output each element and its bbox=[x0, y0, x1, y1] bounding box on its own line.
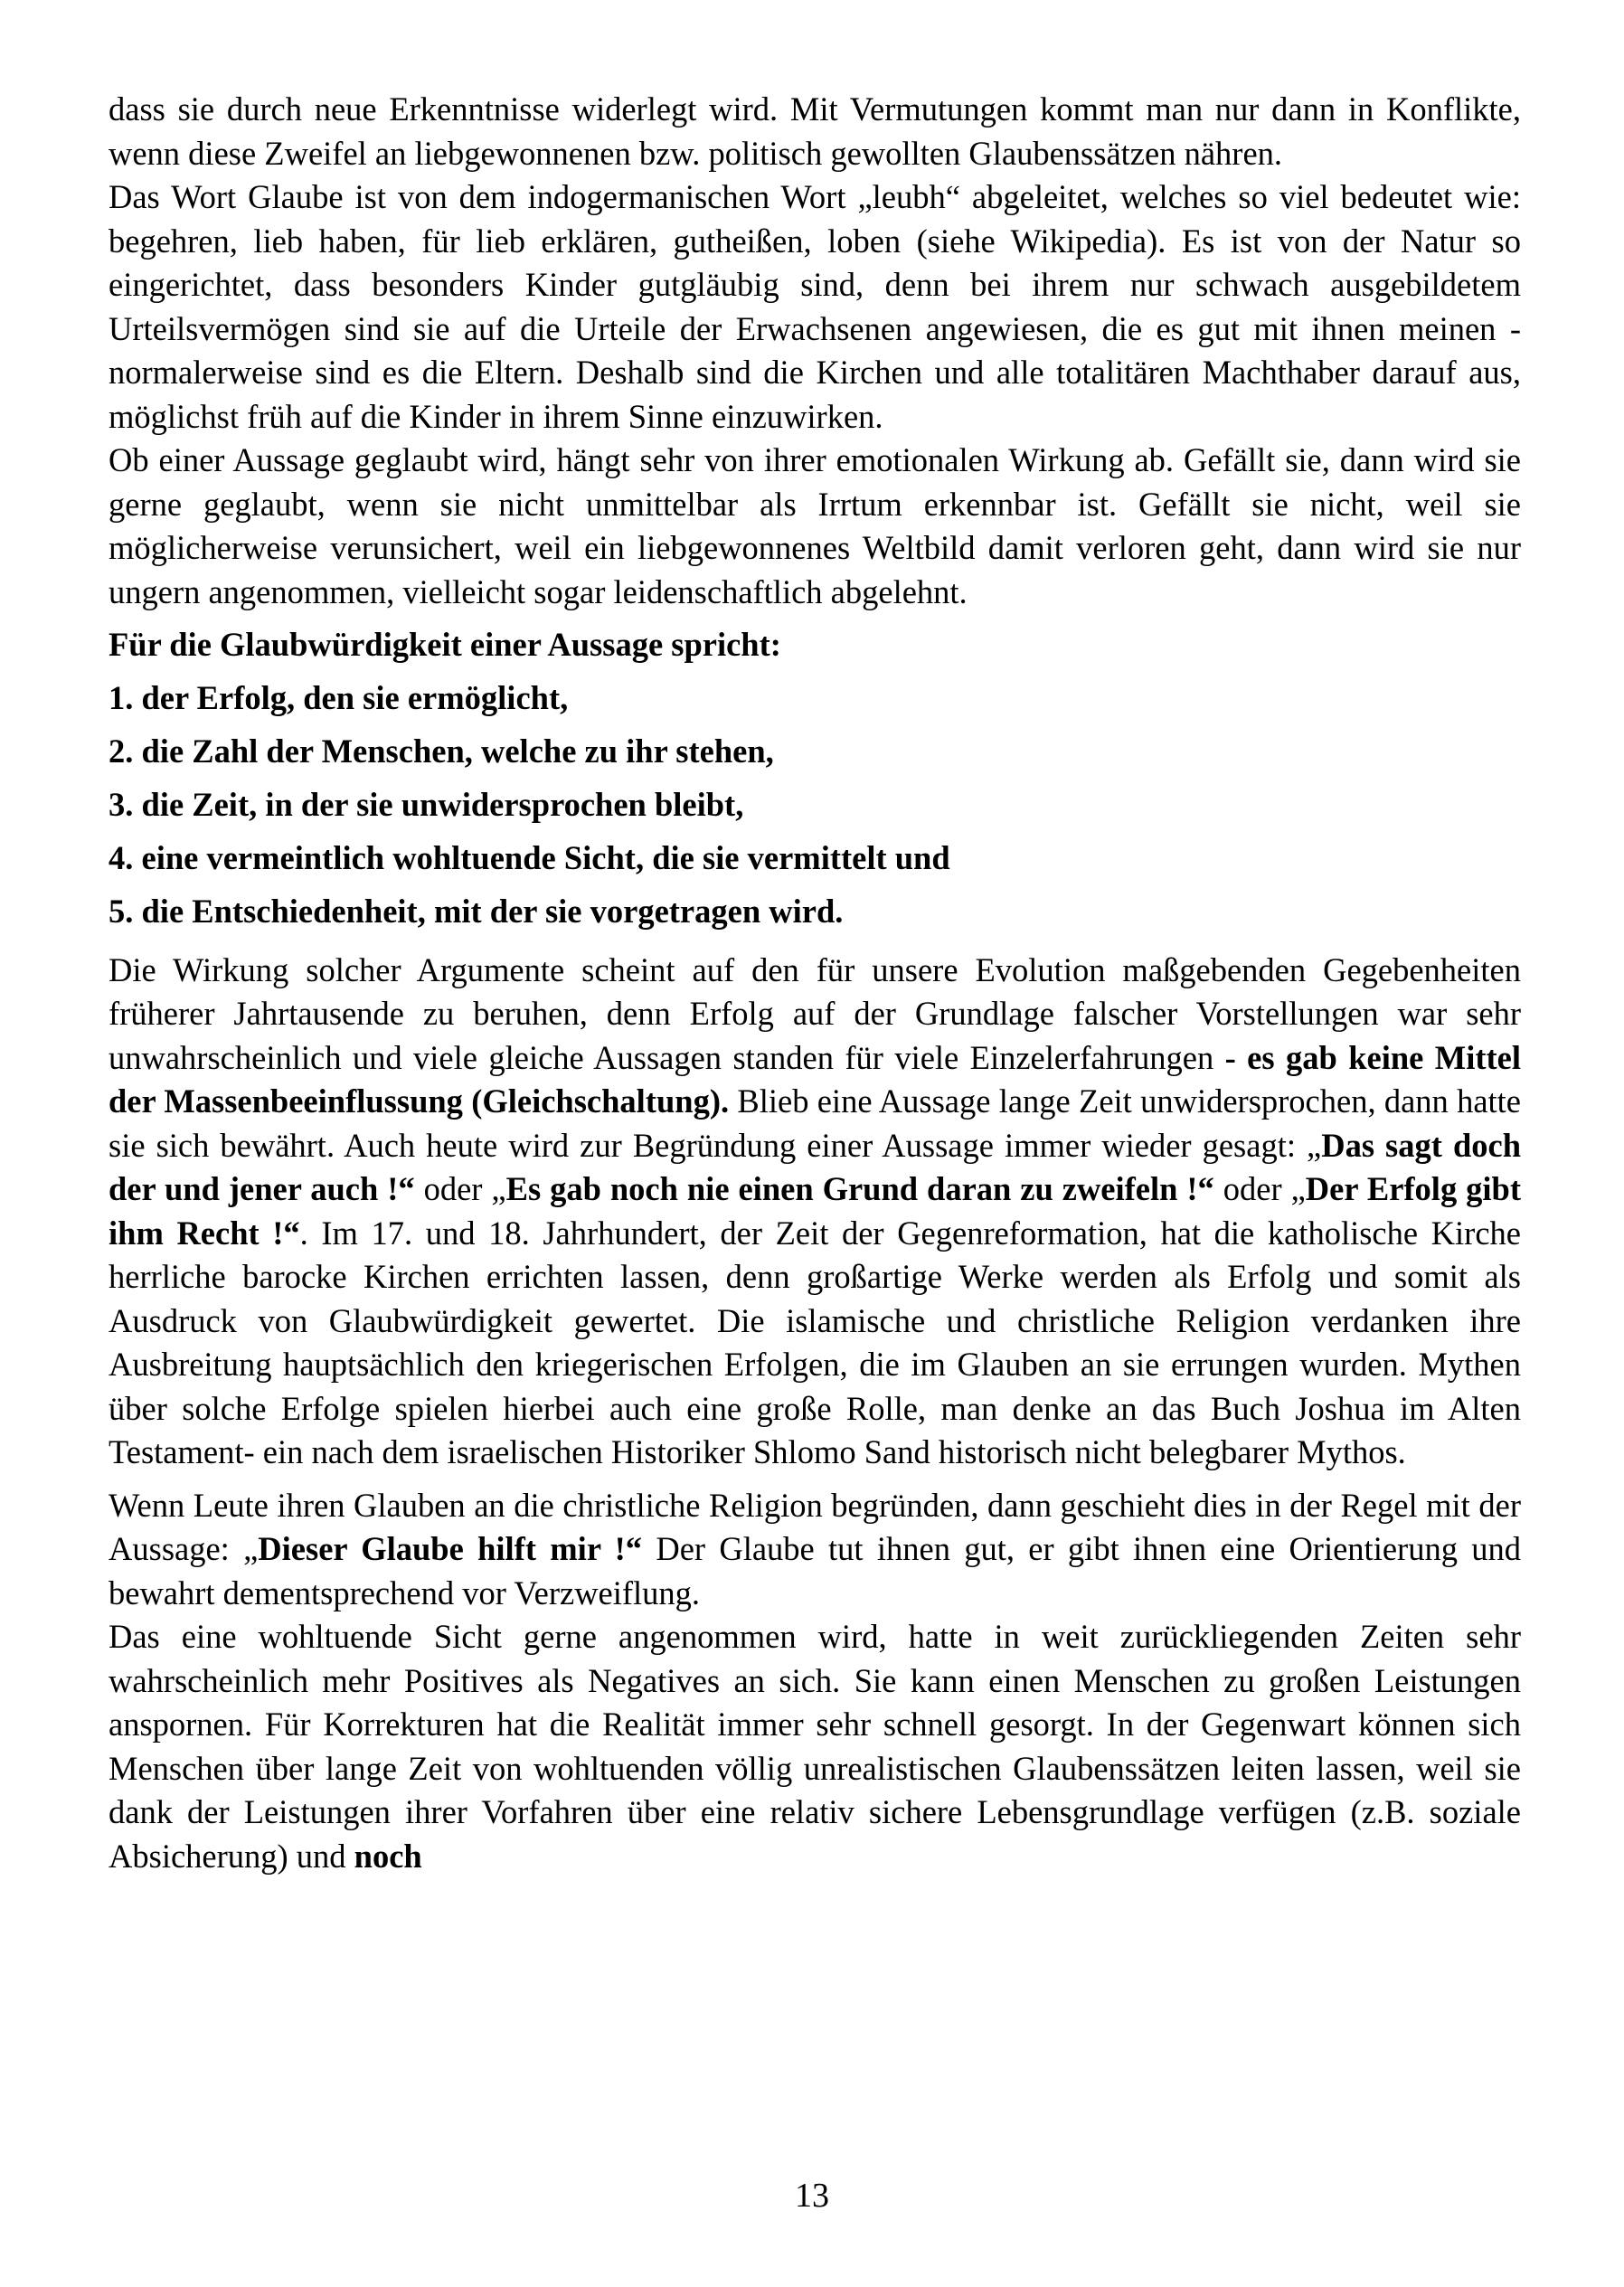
bold-quote: Das sagt doch der und jener auch !“ bbox=[109, 1126, 1521, 1207]
paragraph-3: Ob einer Aussage geglaubt wird, hängt sehr von ihrer emotionalen Wirkung ab. Gefällt sie, dann wird sie gerne geglaubt, wenn sie nicht unmittelbar als Irrtum erkennbar ist. Gefällt sie nicht, weil sie möglicherweise verunsichert, weil ein liebgewonnenes Weltbild damit verloren geht, dann wird sie nur ungern angenommen, vielleicht sogar leidenschaftlich abgelehnt. bbox=[109, 441, 1521, 610]
text-run: oder „ bbox=[1213, 1170, 1306, 1207]
paragraph-6 bbox=[109, 1615, 1521, 1878]
text-run: Blieb eine Aussage lange Zeit unwidersprochen, dann hatte sie sich bewährt. Auch heute wird zur Begründung einer Aussage immer wieder gesagt: „ bbox=[109, 1082, 1522, 1164]
paragraph-2: Das Wort Glaube ist von dem indogermanischen Wort „leubh“ abgeleitet, welches so viel bedeutet wie: begehren, lieb haben, für lieb erklären, gutheißen, loben (siehe Wikipedia). Es ist von der Natur so eingerichtet, dass besonders Kinder gutgläubig sind, denn bei ihrem nur schwach ausgebildetem Urteilsvermögen sind sie auf die Urteile der Erwachsenen angewiesen, die es gut mit ihnen meinen - normalerweise sind es die Eltern. Deshalb sind die Kirchen und alle totalitären Machthaber darauf aus, möglichst früh auf die Kinder in ihrem Sinne einzuwirken. bbox=[109, 178, 1521, 435]
list-item: 2. die Zahl der Menschen, welche zu ihr stehen, bbox=[109, 732, 774, 770]
paragraph-5 bbox=[109, 1484, 1521, 1616]
bold-quote: Es gab noch nie einen Grund daran zu zweifeln !“ bbox=[505, 1170, 1214, 1207]
text-run: . Im 17. und 18. Jahrhundert, der Zeit der Gegenreformation, hat die katholische Kirche herrliche barocke Kirchen errichten lassen, denn großartige Werke werden als Erfolg und somit als Ausdruck von Glaubwürdigkeit gewertet. Die islamische und christliche Religion verdanken ihre Ausbreitung hauptsächlich den kriegerischen Erfolgen, die im Glauben an sie errungen wurden. Mythen über solche Erfolge spielen hierbei auch eine große Rolle, man denke an das Buch Joshua im Alten Testament- ein nach dem israelischen Historiker Shlomo Sand historisch nicht belegbarer Mythos. bbox=[109, 1214, 1521, 1470]
credibility-list bbox=[109, 676, 1521, 934]
document-page bbox=[109, 88, 1521, 1878]
list-item: 4. eine vermeintlich wohltuende Sicht, die sie vermittelt und bbox=[109, 839, 950, 876]
list-heading: Für die Glaubwürdigkeit einer Aussage spricht: bbox=[109, 626, 781, 663]
list-item: 5. die Entschiedenheit, mit der sie vorgetragen wird. bbox=[109, 893, 844, 930]
text-run: Die Wirkung solcher Argumente scheint auf den für unsere Evolution maßgebenden Gegebenheiten früherer Jahrtausende zu beruhen, denn Erfolg auf der Grundlage falscher Vorstellungen war sehr unwahrscheinlich und viele gleiche Aussagen standen für viele Einzelerfahrungen bbox=[109, 950, 1521, 1076]
paragraph-4 bbox=[109, 949, 1521, 1475]
text-run: Das eine wohltuende Sicht gerne angenommen wird, hatte in weit zurückliegenden Zeiten sehr wahrscheinlich mehr Positives als Negatives an sich. Sie kann einen Menschen zu großen Leistungen anspornen. Für Korrekturen hat die Realität immer sehr schnell gesorgt. In der Gegenwart können sich Menschen über lange Zeit von wohltuenden völlig unrealistischen Glaubenssätzen leiten lassen, weil sie dank der Leistungen ihrer Vorfahren über eine relativ sichere Lebensgrundlage verfügen (z.B. soziale Absicherung) und bbox=[109, 1618, 1521, 1875]
list-item: 1. der Erfolg, den sie ermöglicht, bbox=[109, 679, 569, 716]
text-run: Der Glaube tut ihnen gut, er gibt ihnen eine Orientierung und bewahrt dementsprechend vor Verzweiflung. bbox=[109, 1530, 1521, 1611]
text-run: oder „ bbox=[414, 1170, 506, 1207]
text-run: Wenn Leute ihren Glauben an die christliche Religion begründen, dann geschieht dies in der Regel mit der Aussage: „ bbox=[109, 1486, 1521, 1567]
list-item: 3. die Zeit, in der sie unwidersprochen bleibt, bbox=[109, 786, 744, 823]
bold-quote: Der Erfolg gibt ihm Recht !“ bbox=[109, 1170, 1522, 1252]
paragraph-1: dass sie durch neue Erkenntnisse widerlegt wird. Mit Vermutungen kommt man nur dann in Konflikte, wenn diese Zweifel an liebgewonnenen bzw. politisch gewollten Glaubenssätzen nähren. bbox=[109, 90, 1521, 172]
bold-run: - es gab keine Mittel der Massenbeeinflussung (Gleichschaltung). bbox=[109, 1038, 1521, 1120]
page-number: 13 bbox=[795, 2177, 829, 2215]
bold-run: noch bbox=[354, 1837, 422, 1875]
bold-quote: Dieser Glaube hilft mir !“ bbox=[258, 1530, 643, 1567]
